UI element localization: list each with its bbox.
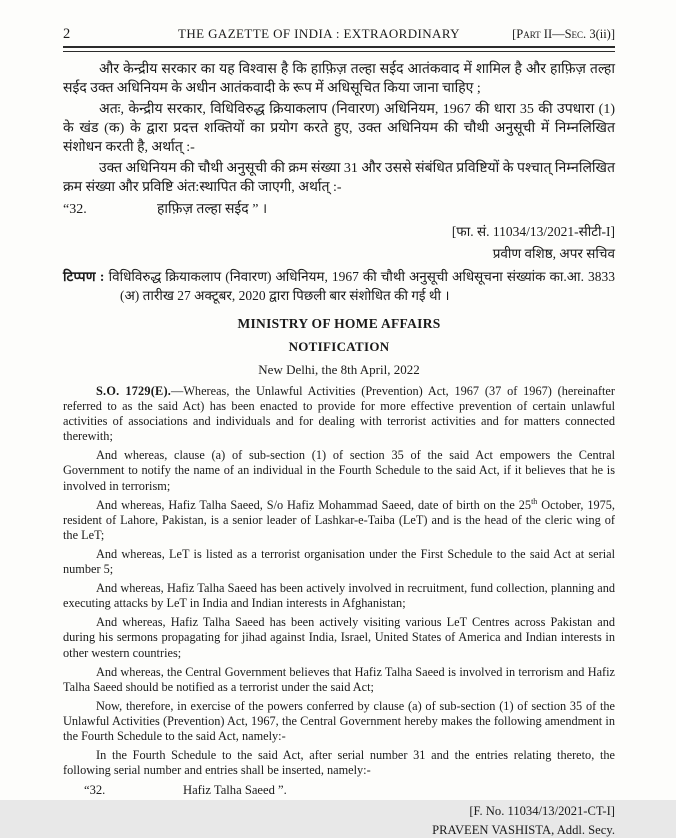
hindi-entry-name: हाफ़िज़ तल्हा सईद ” । bbox=[157, 201, 268, 217]
part-section-ref bbox=[485, 27, 615, 42]
page-number: 2 bbox=[63, 26, 71, 42]
english-file-number: [F. No. 11034/13/2021-CT-I] bbox=[469, 804, 615, 819]
hindi-para-belief: और केन्द्रीय सरकार का यह विश्वास है कि हाफ़िज़ तल्हा सईद आतंकवाद में शामिल है और हाफ़िज़ तल्हा सईद उक्त अधिनियम के अधीन आतंकवादी के रूप में अधिसूचित किया जाना चाहिए ; bbox=[63, 61, 615, 96]
hindi-footnote-text: विधिविरुद्ध क्रियाकलाप (निवारण) अधिनियम, 1967 की चौथी अनुसूची अधिसूचना संख्यांक का.आ. 3833 (अ) तारीख 27 अक्टूबर, 2020 द्वारा पिछली बार संशोधित की गई थी । bbox=[104, 268, 615, 303]
hindi-file-number: [फा. सं. 11034/13/2021-सीटी-I] bbox=[451, 223, 615, 239]
english-para-biography-a: And whereas, Hafiz Talha Saeed, S/o Hafiz Mohammad Saeed, date of birth on the 25 bbox=[96, 497, 532, 512]
english-para-biography-b: October, 1975, resident of Lahore, Pakistan, is a senior leader of Lashkar-e-Taiba (LeT) and is the head of the cleric wing of the LeT; bbox=[63, 497, 615, 543]
hindi-entry-serial: “32. bbox=[63, 201, 87, 217]
ordinal-superscript: th bbox=[531, 496, 538, 506]
english-para-exercise-powers: Now, therefore, in exercise of the powers conferred by clause (a) of sub-section (1) of section 35 of the Unlawful Activities (Prevention) Act, 1967, the Central Government hereby makes the following amendment in the Fourth Schedule to the said Act, namely:- bbox=[63, 698, 615, 744]
english-para-insertion: In the Fourth Schedule to the said Act, after serial number 31 and the entries relating thereto, the following serial number and entries shall be inserted, namely:- bbox=[63, 748, 615, 778]
hindi-para-powers: अतः, केन्द्रीय सरकार, विधिविरुद्ध क्रियाकलाप (निवारण) अधिनियम, 1967 की धारा 35 की उपधारा (1) के खंड (क) के द्वारा प्रदत्त शक्तियों का प्रयोग करते हुए, उक्त अधिनियम की चौथी अनुसूची में निम्नलिखित संशोधन करती है, अर्थात् :- bbox=[63, 101, 615, 155]
part-section-suffix: 3(ii)] bbox=[586, 27, 615, 41]
ministry-heading: MINISTRY OF HOME AFFAIRS bbox=[237, 315, 441, 331]
english-para-belief: And whereas, the Central Government believes that Hafiz Talha Saeed is involved in terrorism and Hafiz Talha Saeed should be notified as a terrorist under the said Act; bbox=[63, 664, 615, 694]
hindi-footnote bbox=[63, 267, 615, 306]
so-number: S.O. 1729(E). bbox=[96, 383, 172, 398]
dateline: New Delhi, the 8th April, 2022 bbox=[258, 361, 420, 377]
english-entry-name: Hafiz Talha Saeed ”. bbox=[183, 782, 287, 797]
gazette-title: THE GAZETTE OF INDIA : EXTRAORDINARY bbox=[178, 26, 460, 41]
english-para-so-text: —Whereas, the Unlawful Activities (Prevention) Act, 1967 (37 of 1967) (hereinafter referred to as the said Act) has been enacted to provide for more effective prevention of certain unlawful activities of associations and individuals and for dealing with terrorist activities and for matters connected therewith; bbox=[63, 383, 615, 444]
hindi-para-insertion: उक्त अधिनियम की चौथी अनुसूची की क्रम संख्या 31 और उससे संबंधित प्रविष्टियों के पश्चात् निम्नलिखित क्रम संख्या और प्रविष्टि अंत:स्थापित की जाएगी, अर्थात् :- bbox=[63, 160, 615, 195]
english-para-so bbox=[63, 384, 615, 445]
english-para-clause-a: And whereas, clause (a) of sub-section (1) of section 35 of the said Act empowers the Central Government to notify the name of an individual in the Fourth Schedule to the said Act, if it believes that he is involved in terrorism; bbox=[63, 448, 615, 493]
notification-heading: NOTIFICATION bbox=[288, 338, 390, 354]
english-entry-serial: “32. bbox=[84, 782, 106, 797]
hindi-signatory: प्रवीण वशिष्ठ, अपर सचिव bbox=[492, 245, 615, 261]
english-para-let-listed: And whereas, LeT is listed as a terrorist organisation under the First Schedule to the said Act at serial number 5; bbox=[63, 546, 615, 577]
part-section-main: [Part II—Sec. bbox=[512, 27, 587, 41]
hindi-footnote-label: टिप्पण : bbox=[63, 268, 105, 284]
page-header bbox=[63, 26, 615, 43]
english-para-visits: And whereas, Hafiz Talha Saeed has been actively visiting various LeT Centres across Pakistan and during his sermons propagating for jihad against India, Israel, United States of America and Indian interests in other western countries; bbox=[63, 615, 615, 660]
english-signatory: PRAVEEN VASHISTA, Addl. Secy. bbox=[432, 823, 615, 838]
english-schedule-entry bbox=[63, 783, 615, 799]
header-divider bbox=[63, 46, 615, 52]
english-para-recruitment: And whereas, Hafiz Talha Saeed has been actively involved in recruitment, fund collection, planning and executing attacks by LeT in India and Indian interests in Afghanistan; bbox=[63, 581, 615, 611]
english-para-biography bbox=[63, 498, 615, 544]
hindi-schedule-entry bbox=[63, 200, 615, 219]
